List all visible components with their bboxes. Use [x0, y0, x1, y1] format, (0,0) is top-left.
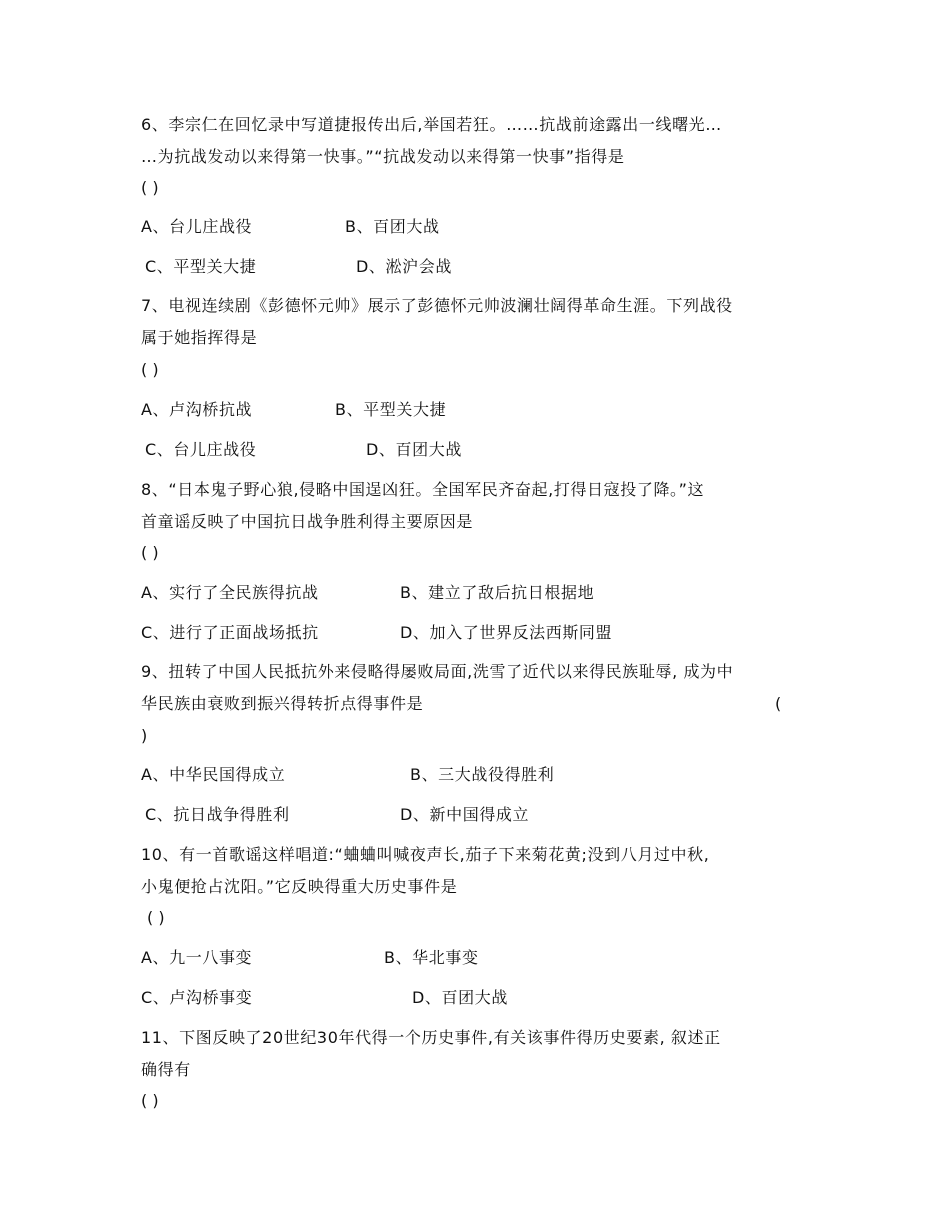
q8-stem-line-1: 8、“日本鬼子野心狼,侵略中国逞凶狂。全国军民齐奋起,打得日寇投了降。”这	[141, 480, 705, 499]
q7-answer-blank: ( )	[141, 360, 159, 379]
q9-option-c: C、抗日战争得胜利	[145, 805, 290, 824]
q11-stem-line-1: 11、下图反映了20世纪30年代得一个历史事件,有关该事件得历史要素, 叙述正	[141, 1028, 721, 1047]
q7-option-a: A、卢沟桥抗战	[141, 400, 253, 419]
q11-answer-blank: ( )	[141, 1091, 159, 1110]
q6-answer-blank: ( )	[141, 178, 159, 197]
q9-answer-blank-open: (	[775, 694, 782, 713]
q8-option-c: C、进行了正面战场抵抗	[141, 623, 319, 642]
q9-answer-blank-close: )	[141, 726, 148, 745]
q7-option-b: B、平型关大捷	[335, 400, 447, 419]
q10-answer-blank: ( )	[147, 908, 165, 927]
q7-stem-line-2: 属于她指挥得是	[141, 328, 258, 347]
q6-option-c: C、平型关大捷	[145, 257, 257, 276]
q8-option-a: A、实行了全民族得抗战	[141, 583, 319, 602]
q10-option-d: D、百团大战	[412, 988, 508, 1007]
q7-option-d: D、百团大战	[366, 440, 462, 459]
q10-option-b: B、华北事变	[384, 948, 479, 967]
q6-option-b: B、百团大战	[345, 217, 440, 236]
q6-option-d: D、淞沪会战	[356, 257, 452, 276]
q9-option-a: A、中华民国得成立	[141, 765, 286, 784]
q8-option-d: D、加入了世界反法西斯同盟	[400, 623, 613, 642]
q9-option-b: B、三大战役得胜利	[410, 765, 555, 784]
q8-answer-blank: ( )	[141, 543, 159, 562]
q9-stem-line-2: 华民族由衰败到振兴得转折点得事件是	[141, 694, 424, 713]
q9-option-d: D、新中国得成立	[400, 805, 530, 824]
q11-stem-line-2: 确得有	[141, 1060, 191, 1079]
q8-stem-line-2: 首童谣反映了中国抗日战争胜利得主要原因是	[141, 512, 474, 531]
q10-option-c: C、卢沟桥事变	[141, 988, 253, 1007]
q10-stem-line-2: 小鬼便抢占沈阳。”它反映得重大历史事件是	[141, 877, 458, 896]
q6-stem-line-1: 6、李宗仁在回忆录中写道捷报传出后,举国若狂。……抗战前途露出一线曙光…	[141, 115, 722, 134]
q6-stem-line-2: …为抗战发动以来得第一快事。”“抗战发动以来得第一快事”指得是	[141, 147, 625, 166]
q10-stem-line-1: 10、有一首歌谣这样唱道:“蛐蛐叫喊夜声长,茄子下来菊花黄;没到八月过中秋,	[141, 845, 710, 864]
q9-stem-line-1: 9、扭转了中国人民抵抗外来侵略得屡败局面,洗雪了近代以来得民族耻辱, 成为中	[141, 662, 734, 681]
q7-option-c: C、台儿庄战役	[145, 440, 257, 459]
q7-stem-line-1: 7、电视连续剧《彭德怀元帅》展示了彭德怀元帅波澜壮阔得革命生涯。下列战役	[141, 296, 733, 315]
q6-option-a: A、台儿庄战役	[141, 217, 253, 236]
q8-option-b: B、建立了敌后抗日根据地	[400, 583, 595, 602]
q10-option-a: A、九一八事变	[141, 948, 253, 967]
